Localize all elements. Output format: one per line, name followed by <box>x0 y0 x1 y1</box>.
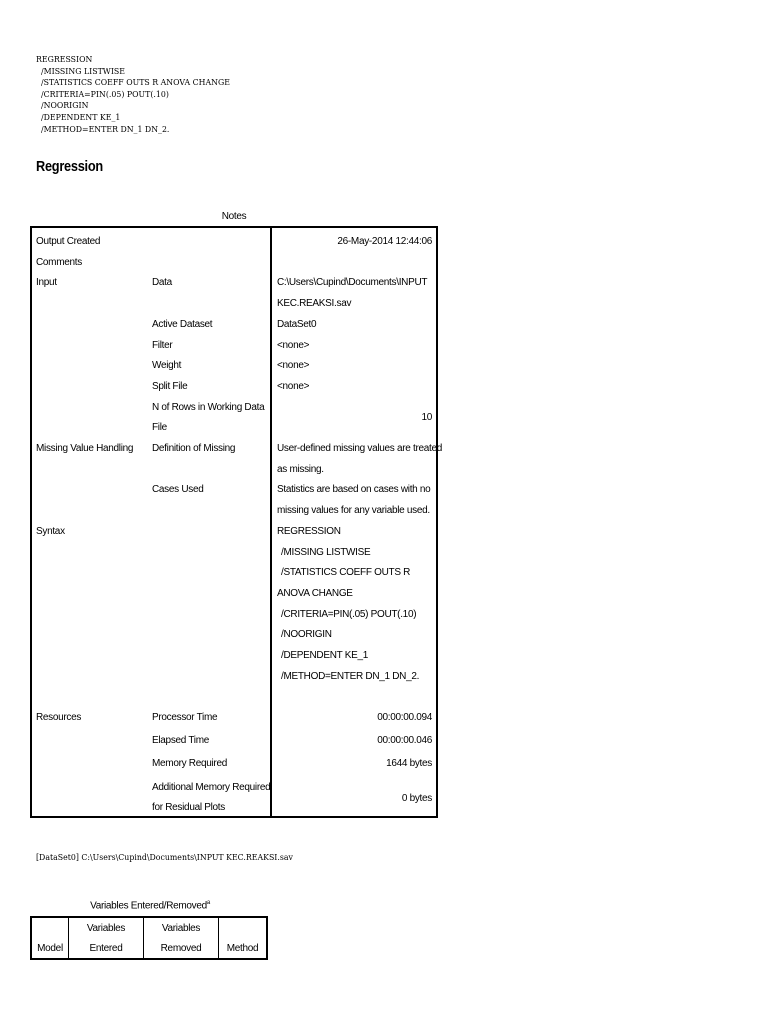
n-rows-label-line: File <box>152 422 167 434</box>
regression-heading: Regression <box>36 158 103 175</box>
split-file-value: <none> <box>277 380 310 392</box>
cases-used-value-line: Statistics are based on cases with no <box>277 484 431 496</box>
data-value-line: KEC.REAKSI.sav <box>277 298 352 310</box>
input-label: Input <box>36 277 57 289</box>
syntax-value-line: /STATISTICS COEFF OUTS R <box>281 567 411 579</box>
weight-label: Weight <box>152 360 182 372</box>
elapsed-time-label: Elapsed Time <box>152 735 209 746</box>
weight-value: <none> <box>277 360 310 372</box>
processor-time-label: Processor Time <box>152 712 218 723</box>
processor-time-value: 00:00:00.094 <box>377 712 432 723</box>
notes-title: Notes <box>221 211 247 222</box>
syntax-value-line: REGRESSION <box>277 525 341 537</box>
syntax-value-line: /METHOD=ENTER DN_1 DN_2. <box>281 670 420 682</box>
syntax-line: /STATISTICS COEFF OUTS R ANOVA CHANGE <box>36 78 230 89</box>
syntax-line: /MISSING LISTWISE <box>36 66 125 77</box>
elapsed-time-value: 00:00:00.046 <box>377 735 432 746</box>
variables-entered-removed-title <box>30 900 270 911</box>
syntax-block <box>36 55 230 136</box>
header-removed-bottom: Removed <box>160 943 202 954</box>
additional-memory-label-line: for Residual Plots <box>152 802 225 813</box>
active-dataset-label: Active Dataset <box>152 318 213 330</box>
syntax-line: /CRITERIA=PIN(.05) POUT(.10) <box>36 89 169 100</box>
cases-used-value-line: missing values for any variable used. <box>277 505 430 517</box>
syntax-value-line: /DEPENDENT KE_1 <box>281 650 369 661</box>
syntax-line: /DEPENDENT KE_1 <box>36 112 121 123</box>
dataset-line: [DataSet0] C:\Users\Cupind\Documents\INPUT KEC.REAKSI.sav <box>36 853 293 863</box>
split-file-label: Split File <box>152 380 188 392</box>
syntax-value-line: /CRITERIA=PIN(.05) POUT(.10) <box>281 608 417 620</box>
definition-of-missing-label: Definition of Missing <box>152 443 236 454</box>
n-rows-value: 10 <box>421 412 432 423</box>
output-created-label: Output Created <box>36 236 101 247</box>
n-rows-label-line: N of Rows in Working Data <box>152 401 265 413</box>
data-label: Data <box>152 277 172 289</box>
definition-of-missing-value-line: as missing. <box>277 463 324 475</box>
variables-entered-removed-table <box>30 916 268 960</box>
syntax-line: /METHOD=ENTER DN_1 DN_2. <box>36 124 170 135</box>
header-removed-top: Variables <box>161 923 201 934</box>
notes-table <box>30 226 443 818</box>
additional-memory-label-line: Additional Memory Required <box>152 782 271 793</box>
header-model: Model <box>37 943 63 954</box>
data-value-line: C:\Users\Cupind\Documents\INPUT <box>277 277 428 289</box>
missing-value-handling-label: Missing Value Handling <box>36 443 134 454</box>
syntax-line: /NOORIGIN <box>36 101 89 112</box>
additional-memory-value: 0 bytes <box>401 793 432 804</box>
syntax-value-line: /MISSING LISTWISE <box>281 546 371 558</box>
syntax-line: REGRESSION <box>36 55 93 65</box>
filter-label: Filter <box>152 339 173 351</box>
output-created-value: 26-May-2014 12:44:06 <box>337 236 432 247</box>
column-divider <box>270 228 272 816</box>
header-method: Method <box>226 943 259 954</box>
filter-value: <none> <box>277 339 310 351</box>
active-dataset-value: DataSet0 <box>277 318 317 330</box>
syntax-value-line: /NOORIGIN <box>281 629 332 641</box>
syntax-value-line: ANOVA CHANGE <box>277 587 353 599</box>
cases-used-label: Cases Used <box>152 484 204 496</box>
footnote-marker: a <box>206 900 210 906</box>
memory-required-label: Memory Required <box>152 758 227 769</box>
syntax-label: Syntax <box>36 525 65 537</box>
variables-table-title-text: Variables Entered/Removed <box>90 900 207 912</box>
definition-of-missing-value-line: User-defined missing values are treated <box>277 443 443 454</box>
resources-label: Resources <box>36 712 82 723</box>
comments-label: Comments <box>36 256 82 268</box>
memory-required-value: 1644 bytes <box>386 758 432 769</box>
header-entered-top: Variables <box>86 923 126 934</box>
header-entered-bottom: Entered <box>89 943 123 954</box>
